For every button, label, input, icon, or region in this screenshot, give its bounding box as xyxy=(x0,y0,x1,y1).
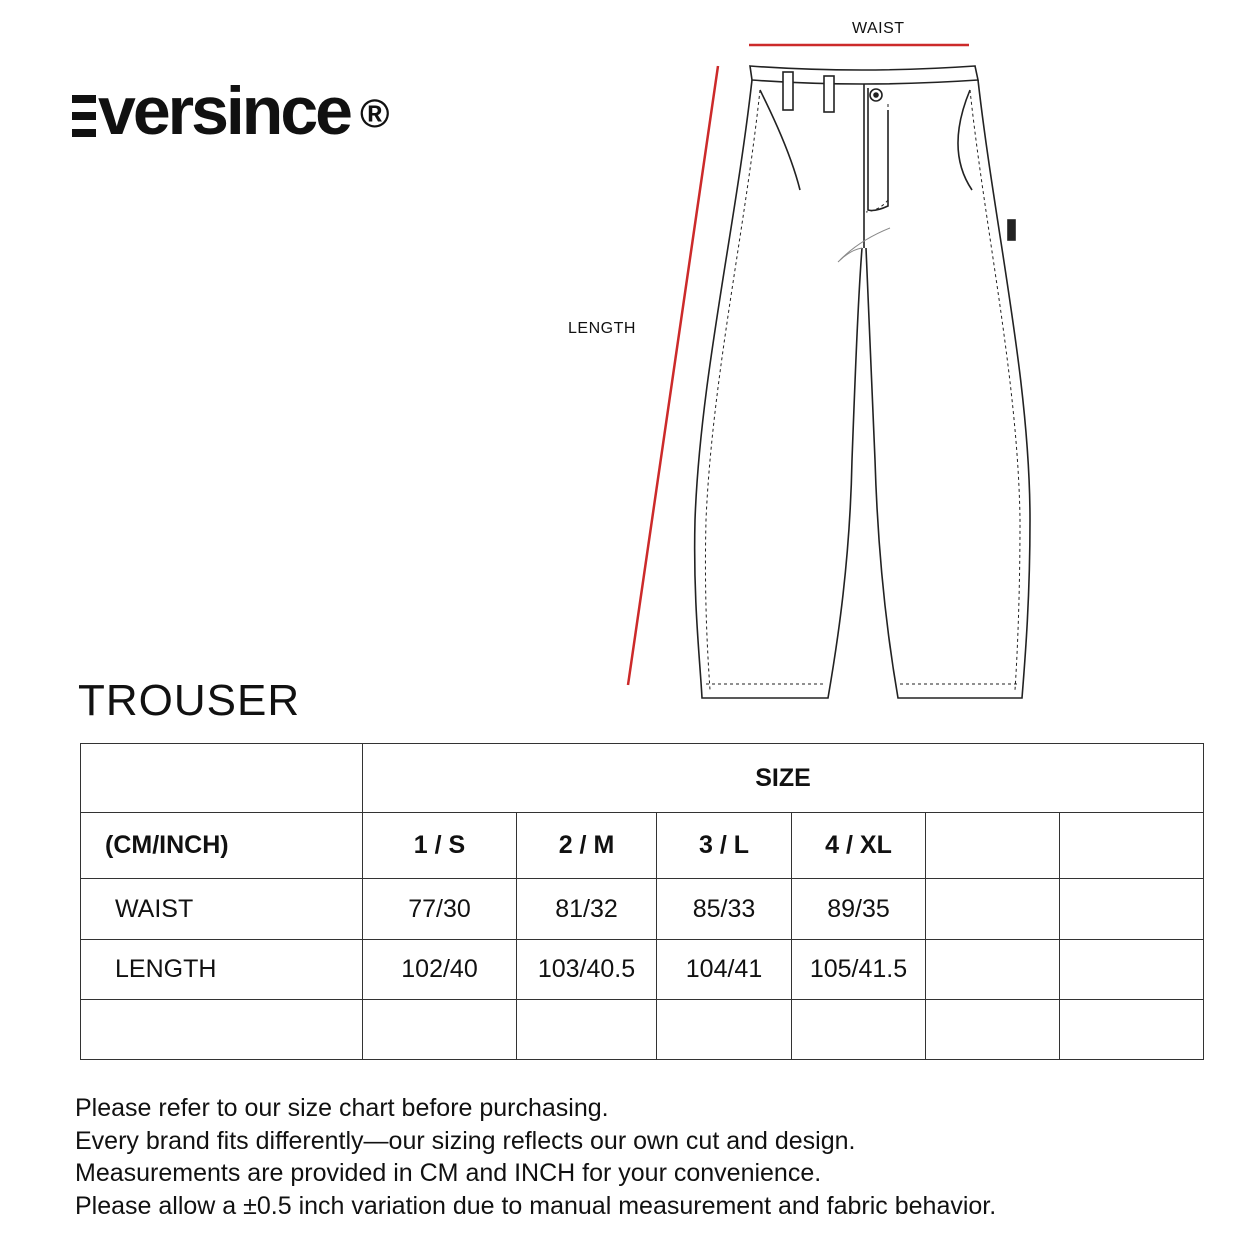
table-cell: 77/30 xyxy=(363,879,517,940)
size-label: 4 / XL xyxy=(792,813,926,879)
table-cell xyxy=(1060,1000,1204,1060)
size-label xyxy=(926,813,1060,879)
table-cell: 85/33 xyxy=(657,879,792,940)
size-label: 1 / S xyxy=(363,813,517,879)
unit-label: (CM/INCH) xyxy=(81,813,363,879)
table-cell xyxy=(657,1000,792,1060)
table-cell xyxy=(363,1000,517,1060)
table-cell xyxy=(517,1000,657,1060)
size-labels-row xyxy=(81,813,1204,879)
size-header-row xyxy=(81,744,1204,813)
table-cell xyxy=(1060,940,1204,1000)
table-cell xyxy=(926,940,1060,1000)
table-cell: 81/32 xyxy=(517,879,657,940)
table-cell: 89/35 xyxy=(792,879,926,940)
row-label-empty xyxy=(81,1000,363,1060)
table-cell: 103/40.5 xyxy=(517,940,657,1000)
note-line: Measurements are provided in CM and INCH for your convenience. xyxy=(75,1159,822,1187)
trouser-outline xyxy=(695,66,1030,698)
size-notes xyxy=(75,1092,996,1222)
size-label: 2 / M xyxy=(517,813,657,879)
empty-corner-cell xyxy=(81,744,363,813)
registered-mark: ® xyxy=(359,91,390,136)
table-cell xyxy=(792,1000,926,1060)
waist-label: WAIST xyxy=(852,20,905,37)
table-cell: 105/41.5 xyxy=(792,940,926,1000)
table-cell xyxy=(926,1000,1060,1060)
row-label-length: LENGTH xyxy=(81,940,363,1000)
note-line: Every brand fits differently—our sizing reflects our own cut and design. xyxy=(75,1126,856,1155)
note-line: Please allow a ±0.5 inch variation due to manual measurement and fabric behavior. xyxy=(75,1191,997,1220)
size-chart-table xyxy=(80,743,1204,1060)
table-row xyxy=(81,940,1204,1000)
brand-name: versince xyxy=(98,73,350,149)
size-label xyxy=(1060,813,1204,879)
table-cell xyxy=(1060,879,1204,940)
table-cell: 104/41 xyxy=(657,940,792,1000)
table-cell: 102/40 xyxy=(363,940,517,1000)
note-line: Please refer to our size chart before purchasing. xyxy=(75,1094,609,1122)
table-cell xyxy=(926,879,1060,940)
length-measure-line xyxy=(628,66,718,685)
chart-title: TROUSER xyxy=(78,676,301,725)
row-label-waist: WAIST xyxy=(81,879,363,940)
size-label: 3 / L xyxy=(657,813,792,879)
length-label: LENGTH xyxy=(568,320,636,337)
table-row xyxy=(81,879,1204,940)
size-header: SIZE xyxy=(363,744,1204,813)
table-row xyxy=(81,1000,1204,1060)
